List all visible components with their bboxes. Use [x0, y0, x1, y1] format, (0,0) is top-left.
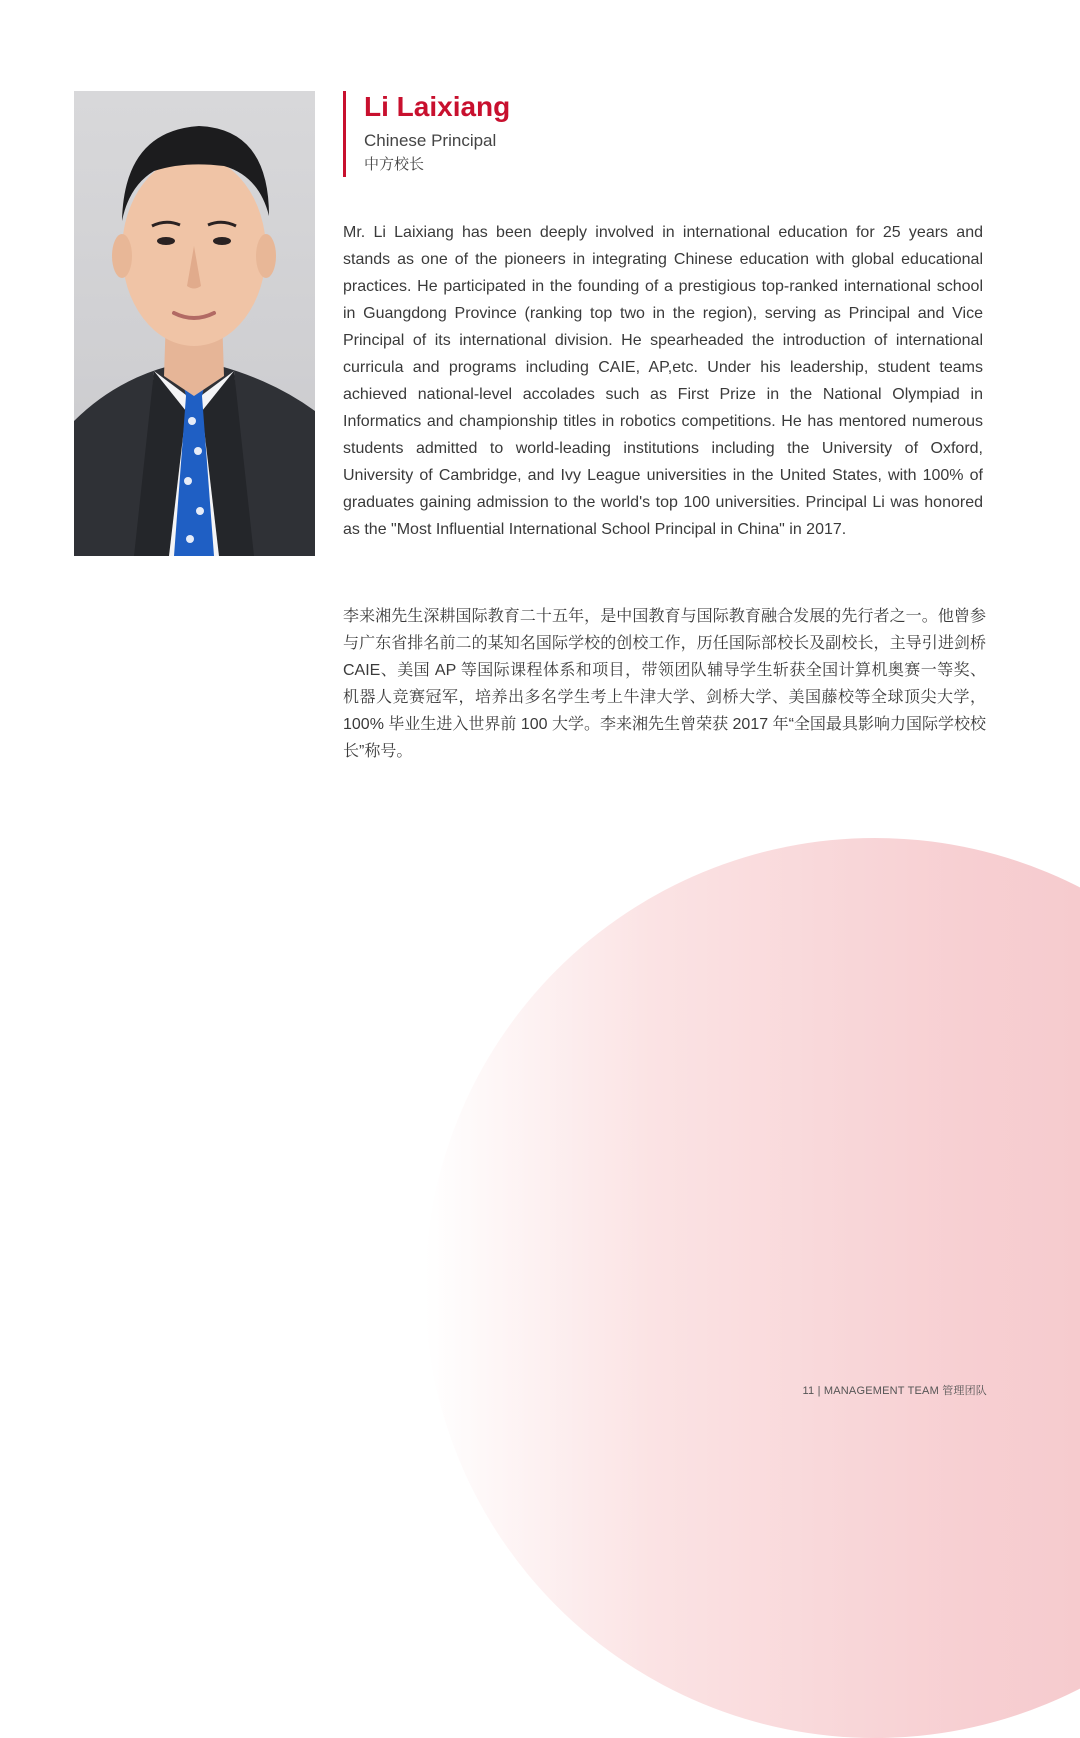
role-chinese: 中方校长 — [364, 156, 425, 173]
role-english: Chinese Principal — [364, 131, 497, 150]
page-footer: 11 | MANAGEMENT TEAM 管理团队 — [802, 1385, 987, 1397]
biography-chinese: 李来湘先生深耕国际教育二十五年，是中国教育与国际教育融合发展的先行者之一。他曾参与广东省排名前二的某知名国际学校的创校工作，历任国际部校长及副校长，主导引进剑桥 CAIE、美国 AP 等国际课程体系和项目，带领团队辅导学生斩获全国计算机奥赛一等奖、机器人竞赛冠军，培养出多名学生考上牛津大学、剑桥大学、美国藤校等全球顶尖大学，100% 毕业生进入世界前 100 大学。李来湘先生曾荣获 2017 年“全国最具影响力国际学校校长”称号。 — [343, 608, 986, 760]
biography-english: Mr. Li Laixiang has been deeply involved in international education for 25 years and stands as one of the pioneers in integrating Chinese education with global educational practices. He participated in the founding of a prestigious top-ranked international school in Guangdong Province (ranking top two in the region), serving as Principal and Vice Principal of its international division. He spearheaded the introduction of international curricula and programs including CAIE, AP,etc. Under his leadership, student teams achieved national-level accolades such as First Prize in the National Olympiad in Informatics and championship titles in robotics competitions. He has mentored numerous students admitted to world-leading institutions including the University of Oxford, University of Cambridge, and Ivy League universities in the United States, with 100% of graduates gaining admission to the world's top 100 universities. Principal Li was honored as the "Most Influential International School Principal in China" in 2017. — [343, 224, 983, 538]
portrait-photo — [74, 91, 315, 556]
decorative-pink-circle — [425, 838, 1080, 1738]
person-name: Li Laixiang — [364, 91, 511, 122]
name-title-block — [343, 91, 510, 177]
